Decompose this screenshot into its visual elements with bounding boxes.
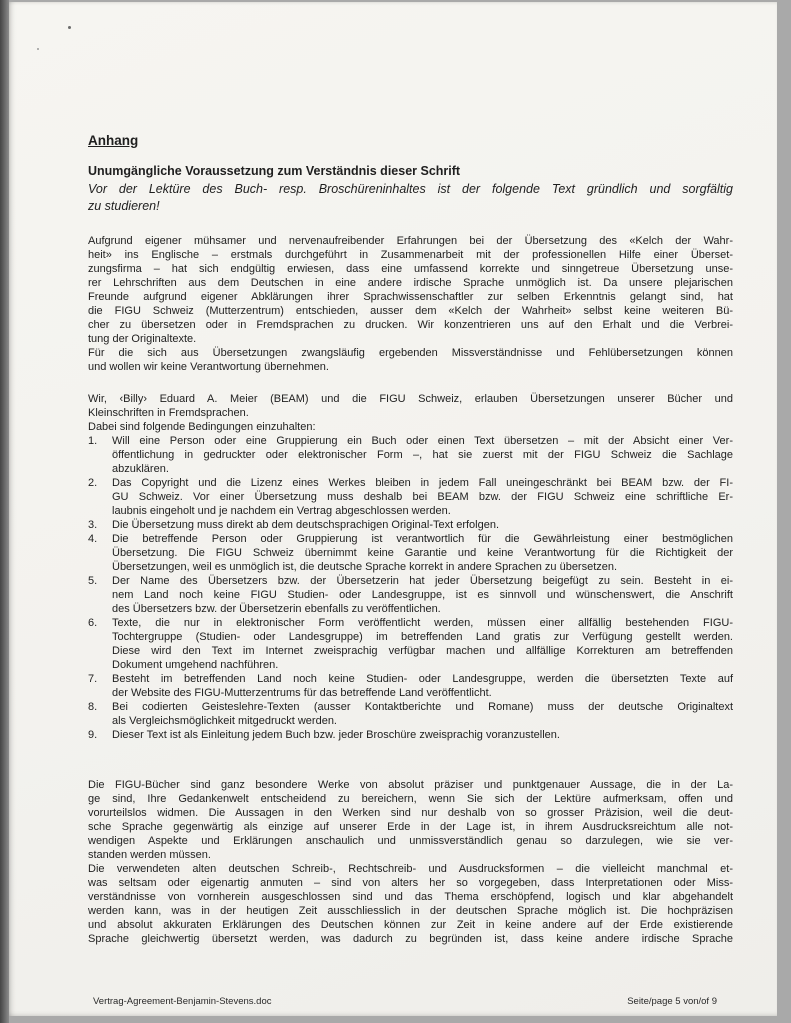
text-line: des Übersetzers bzw. der Übersetzerin ebenfalls zu veröffentlichen. xyxy=(112,603,441,615)
permission-paragraph xyxy=(88,392,733,420)
scan-speck xyxy=(68,26,71,29)
text-line: vorurteilslos widmen. Die Aussagen in den Werken sind nur deshalb von so grosser Präzision, weil die deut- xyxy=(88,807,733,819)
intro-paragraph xyxy=(88,234,733,346)
text-line: Besteht im betreffenden Land noch keine Studien- oder Landesgruppe, werden die übersetzten Texte auf xyxy=(112,673,733,685)
condition-text xyxy=(112,728,733,742)
text-line: und absolut akkuraten Erklärungen des Deutschen können zur Zeit in keine andere auf der Erde existierende xyxy=(88,919,733,931)
condition-item xyxy=(88,476,733,518)
footer-page-label: Seite/page 5 von/of 9 xyxy=(627,996,717,1007)
condition-item xyxy=(88,518,733,532)
text-line: was seltsam oder eigenartig anmuten – sind von alters her so vorgegeben, dass Interpretationen oder Miss- xyxy=(88,877,733,889)
text-line: der Website des FIGU-Mutterzentrums für das betreffende Land veröffentlicht. xyxy=(112,687,492,699)
condition-number: 9. xyxy=(88,729,98,741)
text-line: Texte, die nur in elektronischer Form veröffentlicht werden, müssen einer allfällig bestehenden FIGU- xyxy=(112,617,733,629)
heading-anhang: Anhang xyxy=(88,133,139,148)
text-line: Sprache gleichwertig übersetzt werden, was dadurch zu begründen ist, dass keine andere irdische Sprache xyxy=(88,933,733,945)
text-line: Die betreffende Person oder Gruppierung ist verantwortlich für die Gewährleistung einer bestmöglichen xyxy=(112,533,733,545)
document-page xyxy=(9,2,777,1016)
section-title: Unumgängliche Voraussetzung zum Verständnis dieser Schrift xyxy=(88,164,461,178)
reading-note xyxy=(88,181,733,215)
text-line: tung der Originaltexte. xyxy=(88,333,197,345)
text-line: zungsfirma – hat sich endgültig erwiesen, dass eine umfassend korrekte und sinngetreue Übersetzung unse- xyxy=(88,263,733,275)
condition-number: 5. xyxy=(88,575,98,587)
text-line: standen werden müssen. xyxy=(88,849,211,861)
text-line: verständnisse von vornherein ausgeschlossen sind und das Thema erschöpfend, logisch und klar abgehandelt xyxy=(88,891,733,903)
text-line: sche Sprache gegenwärtig als einzige auf unserer Erde in der Lage ist, in ihrem Ausdrucksreichtum alle not- xyxy=(88,821,733,833)
condition-number: 8. xyxy=(88,701,98,713)
condition-item xyxy=(88,700,733,728)
liability-paragraph xyxy=(88,346,733,374)
condition-text xyxy=(112,700,733,728)
condition-text xyxy=(112,476,733,518)
condition-text xyxy=(112,518,733,532)
text-line: und wollen wir keine Verantwortung übernehmen. xyxy=(88,361,329,373)
text-line: Übersetzungen, weil es unmöglich ist, die deutsche Sprache korrekt in andere Sprachen zu übersetzen. xyxy=(112,561,618,573)
text-line: laubnis eingeholt und je nachdem ein Vertrag abgeschlossen werden. xyxy=(112,505,451,517)
text-line: Aufgrund eigener mühsamer und nervenaufreibender Erfahrungen bei der Übersetzung des «Kelch der Wahr- xyxy=(88,235,733,247)
text-line: cher zu übersetzen oder in Fremdsprachen zu drucken. Wir konzentrieren uns auf den Erhalt und die Verbrei- xyxy=(88,319,733,331)
condition-number: 6. xyxy=(88,617,98,629)
condition-item xyxy=(88,728,733,742)
text-line: Wir, ‹Billy› Eduard A. Meier (BEAM) und die FIGU Schweiz, erlauben Übersetzungen unserer Bücher und xyxy=(88,393,733,405)
text-line: Tochtergruppe (Studien- oder Landesgruppe) im betreffenden Land gratis zur Verfügung gestellt werden. xyxy=(112,631,733,643)
text-line: Vor der Lektüre des Buch- resp. Broschüreninhaltes ist der folgende Text gründlich und sorgfältig xyxy=(88,182,733,196)
condition-text xyxy=(112,574,733,616)
condition-item xyxy=(88,574,733,616)
text-line: abzuklären. xyxy=(112,463,169,475)
text-line: wendigen Aspekte und Erklärungen anschaulich und unmissverständlich genau so darzulegen, wie sie ver- xyxy=(88,835,733,847)
page-content xyxy=(88,133,733,946)
text-line: Diese wird den Text im Internet zweisprachig verfügbar machen und allfällige Korrekturen am betreffenden xyxy=(112,645,733,657)
condition-item xyxy=(88,616,733,672)
text-line: Das Copyright und die Lizenz eines Werkes bleiben in jedem Fall uneingeschränkt bei BEAM bzw. der FI- xyxy=(112,477,733,489)
text-line: heit» ins Englische – erstmals durchgeführt in Zusammenarbeit mit der professionellen Hilfe einer Überset- xyxy=(88,249,733,261)
text-line: Der Name des Übersetzers bzw. der Übersetzerin hat jeder Übersetzung beigefügt zu sein. Besteht in ei- xyxy=(112,575,733,587)
condition-number: 4. xyxy=(88,533,98,545)
closing-paragraph-2 xyxy=(88,862,733,946)
condition-number: 7. xyxy=(88,673,98,685)
text-line: nem Land noch keine FIGU Studien- oder Landesgruppe, ist es sinnvoll und wünschenswert, die Anschrift xyxy=(112,589,733,601)
text-line: Die verwendeten alten deutschen Schreib-, Rechtschreib- und Ausdrucksformen – die vielleicht manchmal et- xyxy=(88,863,733,875)
text-line: werden kann, was in der heutigen Zeit ausschliesslich in der deutschen Sprache möglich ist. Die hochpräzisen xyxy=(88,905,733,917)
text-line: rer Lehrschriften aus dem Deutschen in eine andere irdische Sprache unmöglich ist. Da unsere plejarischen xyxy=(88,277,733,289)
condition-item xyxy=(88,434,733,476)
condition-number: 2. xyxy=(88,477,98,489)
condition-text xyxy=(112,672,733,700)
conditions-lead: Dabei sind folgende Bedingungen einzuhalten: xyxy=(88,421,316,433)
condition-item xyxy=(88,532,733,574)
footer-filename: Vertrag-Agreement-Benjamin-Stevens.doc xyxy=(93,996,272,1007)
text-line: als Vergleichsmöglichkeit mitgedruckt werden. xyxy=(112,715,337,727)
scan-edge-shadow xyxy=(0,0,9,1023)
text-line: Freunde aufgrund eigener Abklärungen ihrer Sprachwissenschaftler zur selben Erkenntnis gelangt sind, hat xyxy=(88,291,733,303)
condition-text xyxy=(112,434,733,476)
text-line: Die Übersetzung muss direkt ab dem deutschsprachigen Original-Text erfolgen. xyxy=(112,519,500,531)
text-line: Für die sich aus Übersetzungen zwangsläufig ergebenden Missverständnisse und Fehlübersetzungen können xyxy=(88,347,733,359)
text-line: Bei codierten Geisteslehre-Texten (ausser Kontaktberichte und Romane) muss der deutsche Originaltext xyxy=(112,701,733,713)
text-line: ge sind, Ihre Gedankenwelt entscheidend zu bereichern, wenn Sie sich der Lektüre aufmerksam, offen und xyxy=(88,793,733,805)
text-line: die FIGU Schweiz (Mutterzentrum) entschieden, ausser dem «Kelch der Wahrheit» selbst keine weiteren Bü- xyxy=(88,305,733,317)
text-line: Dokument umgehend nachführen. xyxy=(112,659,279,671)
closing-paragraph-1 xyxy=(88,778,733,862)
text-line: öffentlichung in gedruckter oder elektronischer Form –, hat sie zuerst mit der FIGU Schweiz die Sachlage xyxy=(112,449,733,461)
conditions-list xyxy=(88,434,733,742)
text-line: GU Schweiz. Vor einer Übersetzung muss deshalb bei BEAM bzw. der FIGU Schweiz eine schriftliche Er- xyxy=(112,491,733,503)
text-line: Dieser Text ist als Einleitung jedem Buch bzw. jeder Broschüre zweisprachig voranzustellen. xyxy=(112,729,560,741)
condition-text xyxy=(112,616,733,672)
page-footer xyxy=(93,996,717,1008)
text-line: Will eine Person oder eine Gruppierung ein Buch oder einen Text übersetzen – mit der Absicht einer Ver- xyxy=(112,435,733,447)
condition-number: 3. xyxy=(88,519,98,531)
text-line: zu studieren! xyxy=(88,199,160,213)
condition-text xyxy=(112,532,733,574)
scan-speck xyxy=(37,48,39,50)
text-line: Kleinschriften in Fremdsprachen. xyxy=(88,407,249,419)
text-line: Die FIGU-Bücher sind ganz besondere Werke von absolut präziser und punktgenauer Aussage, die in der La- xyxy=(88,779,733,791)
text-line: Übersetzung. Die FIGU Schweiz übernimmt keine Garantie und keine Verantwortung für die Richtigkeit der xyxy=(112,547,733,559)
condition-number: 1. xyxy=(88,435,98,447)
condition-item xyxy=(88,672,733,700)
